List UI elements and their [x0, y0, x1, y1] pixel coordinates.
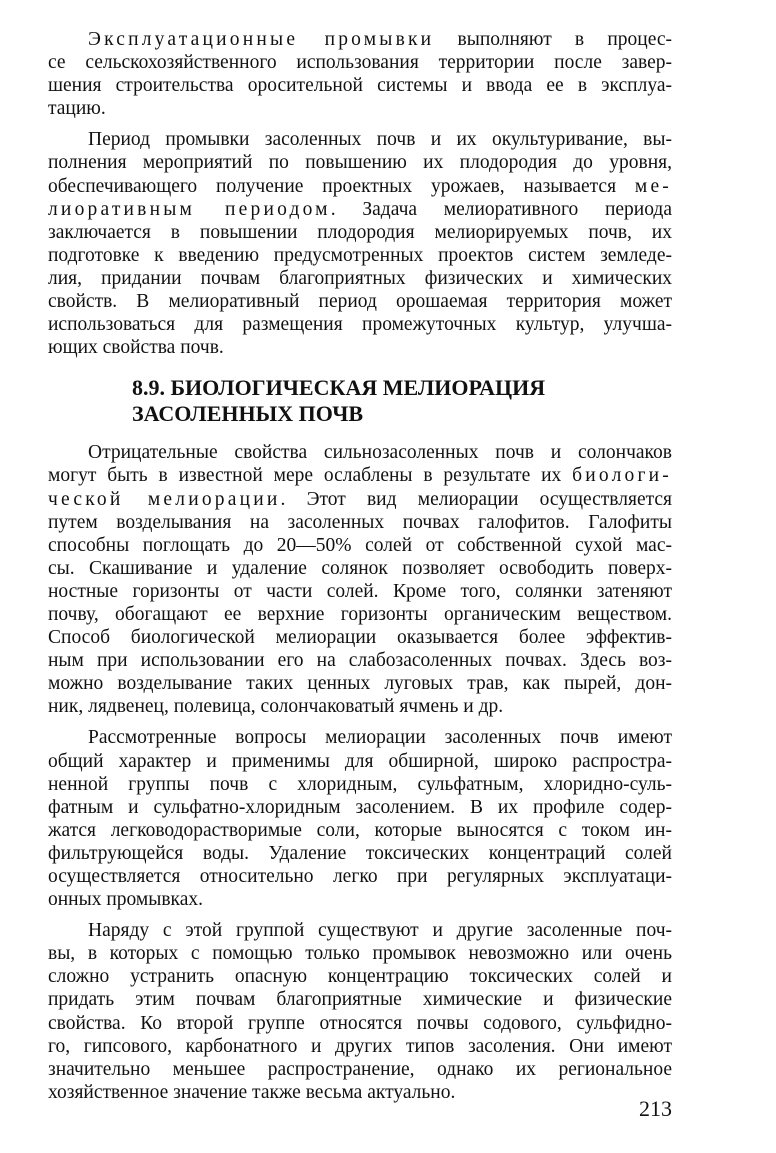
text-segment: придать этим почвам благоприятные химические и физические [48, 989, 672, 1011]
text-line [48, 336, 672, 359]
text-segment: го, гипсового, карбонатного и других типов засоления. Они имеют [48, 1035, 672, 1057]
text-segment: жатся легководорастворимые соли, которые выносятся с током ин- [48, 819, 672, 841]
text-segment: онных промывках. [48, 889, 204, 911]
text-segment: фатным и сульфатно-хлоридным засолением. В их профиле содер- [48, 796, 672, 818]
text-line [48, 965, 672, 988]
text-line [48, 511, 672, 534]
paragraph [48, 128, 672, 359]
text-line [48, 695, 672, 718]
text-line [48, 1081, 672, 1104]
text-line [48, 51, 672, 74]
text-segment: Отрицательные свойства сильнозасоленных почв и солончаков [88, 442, 672, 464]
text-line [48, 534, 672, 557]
text-line [48, 672, 672, 695]
text-segment: могут быть в известной мере ослаблены в результате их [48, 465, 573, 487]
top-section [48, 28, 672, 359]
text-line [48, 313, 672, 336]
paragraph [48, 919, 672, 1104]
text-segment: общий характер и применимы для обширной, широко распростра- [48, 750, 672, 772]
text-segment: вы, в которых с помощью только промывок невозможно или очень [48, 943, 672, 965]
text-line [48, 557, 672, 580]
page-body [48, 28, 672, 1112]
text-line [48, 1035, 672, 1058]
text-line [48, 649, 672, 672]
text-segment: тацию. [48, 98, 106, 120]
text-line [48, 726, 672, 749]
page-number: 213 [639, 1096, 672, 1121]
text-segment: Рассмотренные вопросы мелиорации засоленных почв имеют [88, 727, 672, 749]
section-heading [132, 375, 672, 427]
heading-line-2: ЗАСОЛЕННЫХ ПОЧВ [132, 401, 364, 427]
text-segment: путем возделывания на засоленных почвах галофитов. Галофиты [48, 511, 672, 533]
text-segment: свойства. Ко второй группе относятся почвы содового, сульфидно- [48, 1012, 672, 1034]
text-line [48, 919, 672, 942]
text-segment: осуществляется относительно легко при регулярных эксплуатаци- [48, 866, 672, 887]
text-segment: заключается в повышении плодородия мелиорируемых почв, их [48, 221, 672, 243]
text-segment: сложно устранить опасную концентрацию токсических солей и [48, 966, 672, 988]
text-segment: фильтрующейся воды. Удаление токсических концентраций солей [48, 842, 672, 864]
spaced-emphasis: Эксплуатационные промывки [88, 29, 435, 50]
text-line [48, 464, 672, 487]
text-segment: полнения мероприятий по повышению их плодородия до уровня, [48, 152, 672, 174]
text-line [48, 290, 672, 313]
text-line [48, 626, 672, 649]
text-line [48, 151, 672, 174]
heading-line-1: 8.9. БИОЛОГИЧЕСКАЯ МЕЛИОРАЦИЯ [132, 375, 546, 401]
paragraph [48, 726, 672, 911]
text-segment: ющих свойства почв. [48, 337, 224, 359]
text-segment: Период промывки засоленных почв и их окультуривание, вы- [88, 129, 672, 151]
text-line [48, 842, 672, 865]
text-segment: способны поглощать до 20—50% солей от собственной сухой мас- [48, 534, 672, 556]
text-segment: Способ биологической мелиорации оказывается более эффектив- [48, 627, 672, 649]
text-line [48, 888, 672, 911]
text-line [48, 988, 672, 1011]
text-segment: се сельскохозяйственного использования территории после завер- [48, 52, 672, 74]
paragraph [48, 28, 672, 120]
text-segment: лия, придании почвам благоприятных физических и химических [48, 267, 672, 289]
bottom-section [48, 441, 672, 1104]
spaced-emphasis: ческой мелиорации [48, 488, 281, 510]
spaced-emphasis: ме- [634, 175, 672, 197]
text-line [48, 28, 672, 51]
text-line [48, 580, 672, 603]
text-line [48, 750, 672, 773]
text-line [48, 942, 672, 965]
text-segment: ным при использовании его на слабозасоленных почвах. Здесь воз- [48, 650, 672, 672]
text-line [48, 74, 672, 97]
paragraph [48, 441, 672, 718]
text-line [48, 267, 672, 290]
text-line [48, 865, 672, 888]
text-segment: ностные горизонты от части солей. Кроме того, солянки затеняют [48, 580, 672, 602]
text-segment: свойств. В мелиоративный период орошаемая территория может [48, 291, 672, 313]
text-line [48, 221, 672, 244]
text-segment: ненной группы почв с хлоридным, сульфатным, хлоридно-суль- [48, 773, 672, 795]
text-segment: . Этот вид мелиорации осуществляется [280, 488, 672, 510]
text-segment: шения строительства оросительной системы и ввода ее в эксплуа- [48, 75, 672, 97]
text-segment: можно возделывание таких ценных луговых трав, как пырей, дон- [48, 673, 672, 695]
text-line [48, 198, 672, 221]
text-line [48, 128, 672, 151]
text-segment: сы. Скашивание и удаление солянок позволяет освободить поверх- [48, 557, 672, 579]
text-line [48, 1058, 672, 1081]
text-segment: почву, обогащают ее верхние горизонты органическим веществом. [48, 603, 672, 625]
text-segment: ник, лядвенец, полевица, солончаковатый ячмень и др. [48, 696, 504, 718]
text-segment: хозяйственное значение также весьма актуально. [48, 1081, 456, 1103]
text-line [48, 819, 672, 842]
text-line [48, 796, 672, 819]
text-line [48, 603, 672, 626]
text-line [48, 244, 672, 267]
text-segment: Наряду с этой группой существуют и другие засоленные поч- [88, 920, 672, 942]
text-line [48, 97, 672, 120]
text-segment: значительно меньшее распространение, однако их региональное [48, 1058, 672, 1080]
text-segment: выполняют в процес- [434, 29, 672, 50]
text-line [48, 175, 672, 198]
text-segment: обеспечивающего получение проектных урожаев, называется [48, 175, 635, 197]
text-segment: использоваться для размещения промежуточных культур, улучша- [48, 314, 672, 336]
text-line [48, 488, 672, 511]
text-line [48, 773, 672, 796]
text-segment: подготовке к введению предусмотренных проектов систем земледе- [48, 244, 672, 266]
text-line [48, 1012, 672, 1035]
spaced-emphasis: лиоративным периодом [48, 198, 331, 220]
text-segment: . Задача мелиоративного периода [330, 198, 672, 220]
text-line [48, 441, 672, 464]
spaced-emphasis: биологи- [572, 465, 672, 487]
